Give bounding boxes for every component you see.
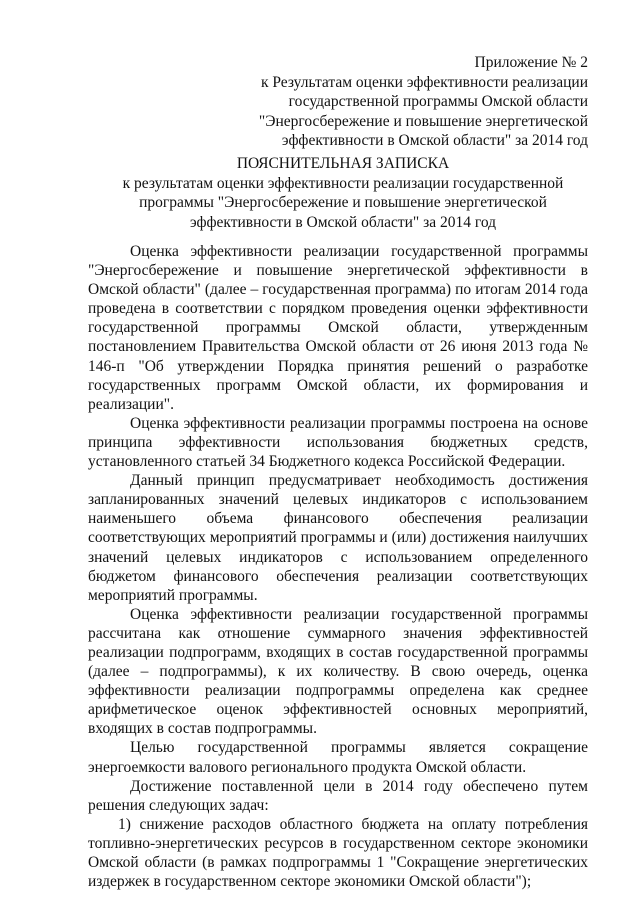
paragraph: Оценка эффективности реализации государственной программы рассчитана как отношение суммарного значения эффективностей реализации подпрограмм, входящих в состав государственной программы (далее – подпрограммы), к их количеству. В свою очередь, оценка эффективности реализации подпрограммы определена как среднее арифметическое оценок эффективностей основных мероприятий, входящих в состав подпрограммы.	[88, 605, 588, 738]
document-subtitle-line: программы "Энергосбережение и повышение энергетической	[139, 194, 547, 211]
document-title: ПОЯСНИТЕЛЬНАЯ ЗАПИСКА	[236, 155, 450, 172]
annex-header	[258, 53, 588, 151]
document-body	[88, 242, 588, 891]
annex-line: к Результатам оценки эффективности реализации	[260, 73, 588, 91]
paragraph: Оценка эффективности реализации государственной программы "Энергосбережение и повышение энергетической эффективности в Омской области" (далее – государственная программа) по итогам 2014 года проведена в соответствии с порядком проведения оценки эффективности государственной программы Омской области, утвержденным постановлением Правительства Омской области от 26 июня 2013 года № 146-п "Об утверждении Порядка принятия решений о разработке государственных программ Омской области, их формирования и реализации".	[88, 243, 588, 413]
annex-number: Приложение № 2	[474, 54, 588, 71]
document-subtitle-line: к результатам оценки эффективности реализации государственной	[122, 174, 564, 192]
paragraph: Данный принцип предусматривает необходимость достижения запланированных значений целевых индикаторов с использованием наименьшего объема финансового обеспечения реализации соответствующих мероприятий программы и (или) достижения наилучших значений целевых индикаторов с использованием определенного бюджетом финансового обеспечения реализации соответствующих мероприятий программы.	[88, 472, 588, 604]
paragraph: Оценка эффективности реализации программы построена на основе принципа эффективности использования бюджетных средств, установленного статьей 34 Бюджетного кодекса Российской Федерации.	[88, 414, 588, 471]
annex-line: "Энергосбережение и повышение энергетической	[258, 112, 588, 130]
paragraph: Достижение поставленной цели в 2014 году обеспечено путем решения следующих задач:	[88, 777, 588, 814]
document-subtitle-line: эффективности в Омской области" за 2014 год	[189, 213, 497, 231]
paragraph: Целью государственной программы является сокращение энергоемкости валового регионального продукта Омской области.	[88, 739, 588, 776]
annex-line: государственной программы Омской области	[288, 93, 588, 110]
list-item-paragraph: 1) снижение расходов областного бюджета на оплату потребления топливно-энергетических ресурсов в государственном секторе экономики Омской области (в рамках подпрограммы 1 "Сокращение энергетических издержек в государственном секторе экономики Омской области");	[88, 815, 588, 891]
document-heading	[90, 154, 596, 232]
annex-line: эффективности в Омской области" за 2014 год	[281, 132, 588, 149]
